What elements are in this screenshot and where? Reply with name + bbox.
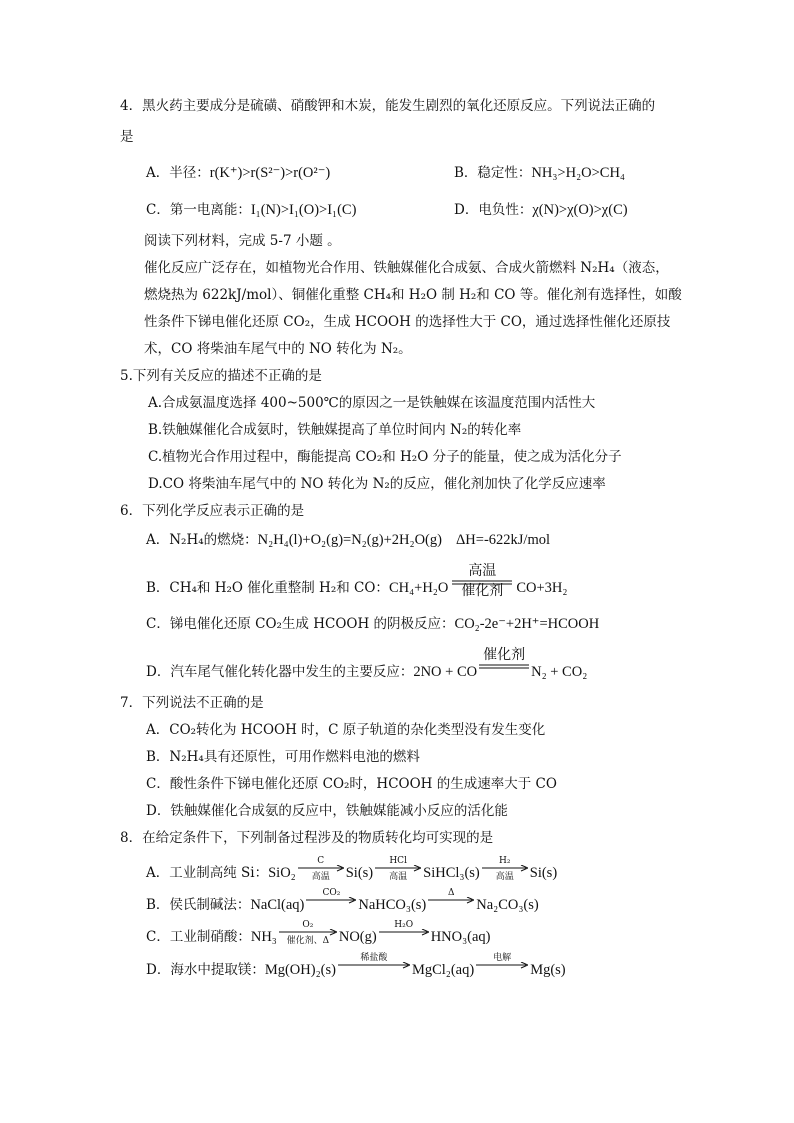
q7-option-c: C．酸性条件下锑电催化还原 CO₂时，HCOOH 的生成速率大于 CO [146,776,557,792]
q4-c-formula: I₁(N)>I₁(O)>I₁(C) [250,202,357,218]
q8-option-d [146,954,566,979]
material-line4: 术，CO 将柴油车尾气中的 NO 转化为 N₂。 [144,341,412,357]
q8-c-species3: HNO₃(aq) [430,929,491,945]
q8-d-species1: Mg(OH)₂(s) [264,962,336,978]
material-intro: 阅读下列材料，完成 5-7 小题 。 [144,233,341,249]
q8-c-arrow1-top: O₂ [302,920,314,930]
q4-b-formula: NH₃>H₂O>CH₄ [531,165,625,181]
arrow-icon [379,929,429,937]
q8-c-arrow1-bottom: 催化剂、Δ [286,936,330,946]
q8-d-arrow2 [476,954,528,976]
q6-option-c [146,615,599,633]
q8-a-arrow2-top: HCl [389,856,407,866]
q6-c-equation: CO₂-2e⁻+2H⁺=HCOOH [454,616,600,632]
q8-c-arrow1 [279,920,337,946]
q8-c-species2: NO(g) [338,929,377,945]
q6-b-right: CO+3H₂ [516,580,568,596]
q5-option-a: A.合成氨温度选择 400~500℃的原因之一是铁触媒在该温度范围内活性大 [148,395,596,411]
q8-a-species2: Si(s) [345,865,374,881]
q4-c-label: C．第一电离能： [146,202,251,218]
q8-a-arrow2 [375,856,421,882]
q8-b-species2: NaHCO₃(s) [358,897,427,913]
q8-b-arrow1 [306,889,356,911]
q6-d-arrow [479,647,529,678]
q6-a-enthalpy: ΔH=-622kJ/mol [455,532,550,548]
q7-option-b: B．N₂H₄具有还原性，可用作燃料电池的燃料 [146,749,420,765]
q6-stem: 6．下列化学反应表示正确的是 [120,503,305,519]
q6-a-label: A．N₂H₄的燃烧： [146,532,258,548]
q8-c-label: C．工业制硝酸： [146,929,251,945]
q8-c-arrow2-top: H₂O [394,920,414,930]
material-line1: 催化反应广泛存在，如植物光合作用、铁触媒催化合成氨、合成火箭燃料 N₂H₄（液态， [144,260,669,276]
q4-d-label: D．电负性： [454,202,533,218]
q8-a-species1: SiO₂ [268,865,296,881]
q6-a-equation: N₂H₄(l)+O₂(g)=N₂(g)+2H₂O(g) [257,532,442,548]
q4-option-b [454,164,625,182]
q8-a-arrow2-bottom: 高温 [389,872,408,882]
q8-b-label: B．侯氏制碱法： [146,897,251,913]
q8-b-arrow2 [428,889,474,911]
q6-d-right: N₂ + CO₂ [531,664,588,680]
q8-a-arrow1 [298,856,344,882]
q4-d-formula: χ(N)>χ(O)>χ(C) [532,202,628,218]
arrow-icon [428,897,474,905]
q8-a-arrow3-bottom: 高温 [495,872,514,882]
q8-a-arrow1-bottom: 高温 [311,872,330,882]
q4-option-c [146,201,356,219]
q7-option-a: A．CO₂转化为 HCOOH 时，C 原子轨道的杂化类型没有发生变化 [146,722,546,738]
q8-a-species3: SiHCl₃(s) [423,865,480,881]
q6-d-condition-top: 催化剂 [483,647,526,663]
q8-a-arrow3-top: H₂ [499,856,511,866]
q8-b-arrow2-top: Δ [448,888,455,898]
arrow-icon [338,962,410,970]
q8-a-arrow1-top: C [317,856,325,866]
q8-d-species2: MgCl₂(aq) [411,962,475,978]
q8-c-arrow2 [379,921,429,943]
q8-d-arrow2-top: 电解 [493,953,512,963]
material-line2: 燃烧热为 622kJ/mol）、铜催化重整 CH₄和 H₂O 制 H₂和 CO 等。催化剂有选择性，如酸 [144,287,682,303]
q6-b-label: B．CH₄和 H₂O 催化重整制 H₂和 CO： [146,580,389,596]
q8-option-a [146,857,557,882]
q8-b-species3: Na₂CO₃(s) [476,897,539,913]
q6-d-label: D．汽车尾气催化转化器中发生的主要反应： [146,664,414,680]
q5-option-b: B.铁触媒催化合成氨时，铁触媒提高了单位时间内 N₂的转化率 [148,422,522,438]
q6-b-condition-bottom: 催化剂 [461,583,504,599]
q6-d-equals-sign [479,664,529,670]
q4-stem-line2: 是 [120,129,134,145]
q4-b-label: B．稳定性： [454,165,532,181]
q4-a-formula: r(K⁺)>r(S²⁻)>r(O²⁻) [209,165,331,181]
q8-a-label: A．工业制高纯 Si： [146,865,269,881]
q8-a-arrow3 [482,856,528,882]
q8-d-arrow1 [338,954,410,976]
q6-b-left: CH₄+H₂O [388,580,449,596]
q5-stem: 5.下列有关反应的描述不正确的是 [120,368,322,384]
q6-b-arrow [452,563,512,599]
q8-d-arrow1-top: 稀盐酸 [360,953,388,963]
q6-option-b [146,563,568,599]
q4-stem-line1: 4．黑火药主要成分是硫磺、硝酸钾和木炭，能发生剧烈的氧化还原反应。下列说法正确的 [120,98,656,114]
q5-option-c: C.植物光合作用过程中，酶能提高 CO₂和 H₂O 分子的能量，使之成为活化分子 [148,449,622,465]
arrow-icon [476,962,528,970]
q8-b-arrow1-top: CO₂ [322,888,341,898]
q7-option-d: D．铁触媒催化合成氨的反应中，铁触媒能减小反应的活化能 [146,803,508,819]
q8-option-c [146,921,491,946]
q6-d-left: 2NO + CO [413,664,478,680]
arrow-icon [306,897,356,905]
q6-option-a [146,531,550,549]
q8-b-species1: NaCl(aq) [250,897,305,913]
material-line3: 性条件下锑电催化还原 CO₂，生成 HCOOH 的选择性大于 CO，通过选择性催化还原技 [144,314,671,330]
q6-option-d [146,647,588,681]
q8-option-b [146,889,539,914]
q7-stem: 7．下列说法不正确的是 [120,695,264,711]
q8-c-species1: NH₃ [250,929,277,945]
q8-d-label: D．海水中提取镁： [146,962,265,978]
q4-option-d [454,201,628,219]
q4-option-a [146,164,330,182]
q8-a-species4: Si(s) [529,865,558,881]
q6-b-condition-top: 高温 [468,563,497,579]
q8-stem: 8．在给定条件下，下列制备过程涉及的物质转化均可实现的是 [120,830,494,846]
q8-d-species3: Mg(s) [530,962,566,978]
q5-option-d: D.CO 将柴油车尾气中的 NO 转化为 N₂的反应，催化剂加快了化学反应速率 [148,476,606,492]
q6-c-label: C．锑电催化还原 CO₂生成 HCOOH 的阴极反应： [146,616,455,632]
q4-a-label: A．半径： [146,165,210,181]
